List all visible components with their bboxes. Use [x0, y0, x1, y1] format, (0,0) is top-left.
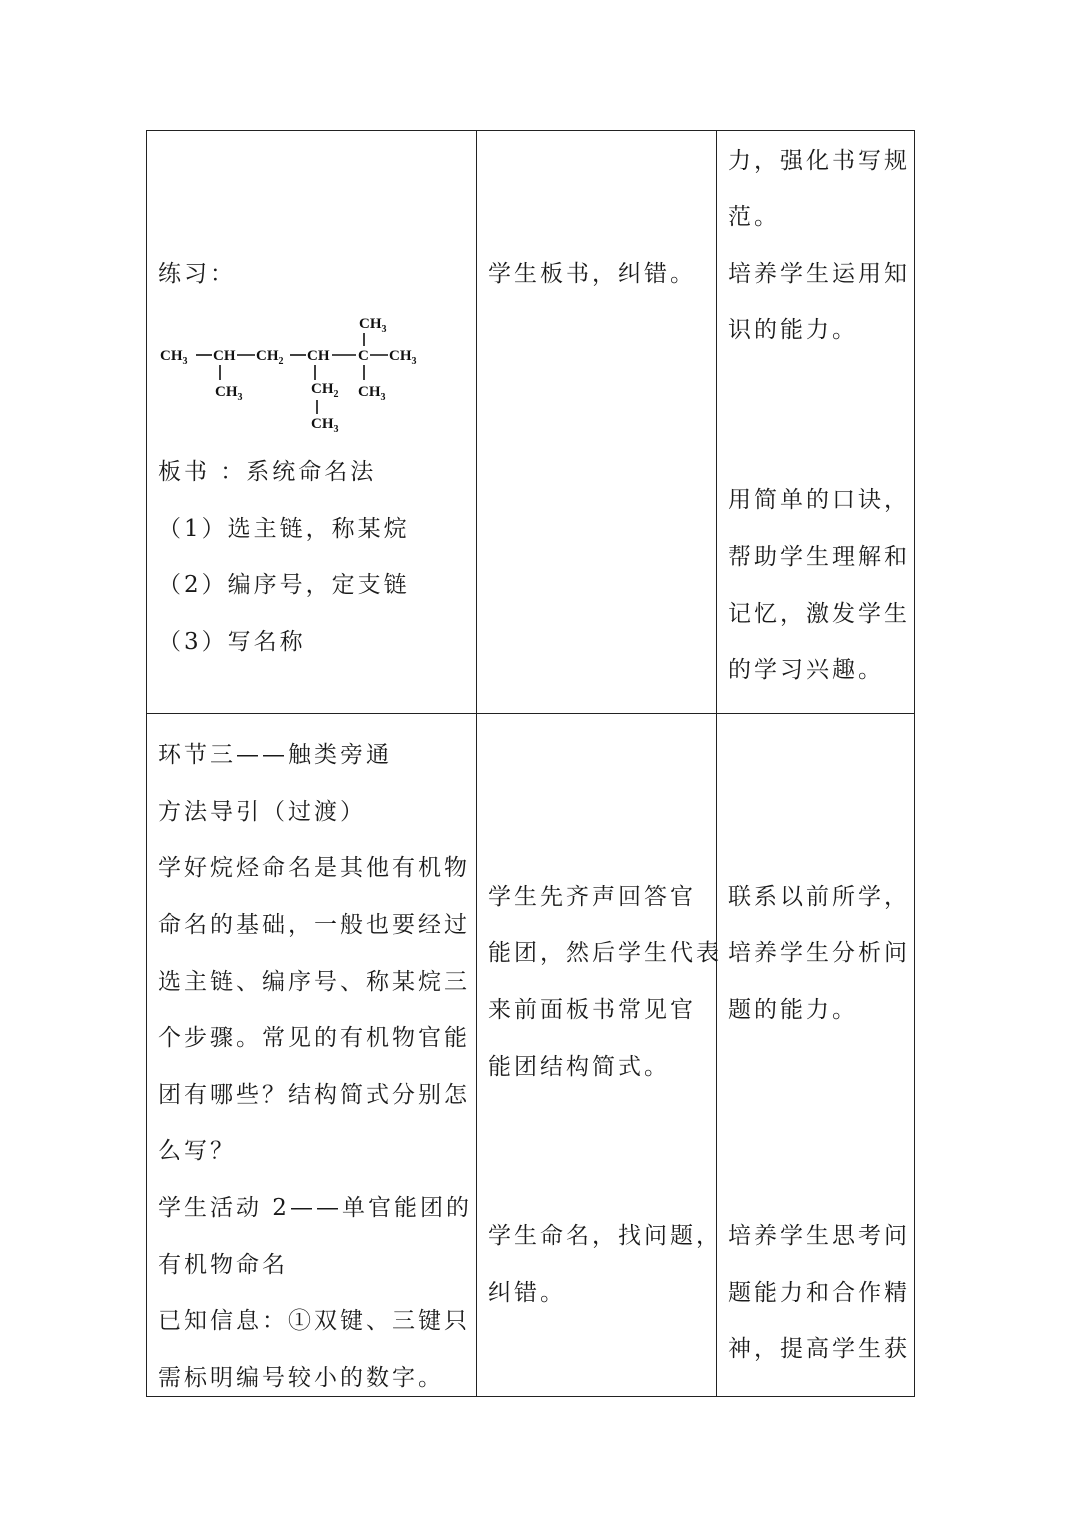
formula-branch-ch2: $CH_2$: [311, 381, 339, 400]
formula-main-chain: $CH_3$: [160, 348, 188, 367]
student-activity-line: 学生先齐声回答官: [488, 884, 696, 910]
student-activity: 学生板书，纠错。: [488, 261, 696, 287]
formula-top-branch: $CH_3$: [359, 316, 387, 335]
teacher-activity-line: 已知信息：①双键、三键只: [158, 1308, 470, 1334]
teacher-activity-line: 么写？: [158, 1138, 236, 1164]
column-divider-2: [716, 131, 717, 1396]
teacher-activity-line: 团有哪些？结构简式分别怎: [158, 1082, 470, 1108]
step-3: （3）写名称: [158, 629, 306, 655]
step-2: （2）编序号，定支链: [158, 572, 410, 598]
design-intent-line: 用简单的口诀，: [728, 487, 910, 513]
design-intent-line: 培养学生运用知: [728, 261, 910, 287]
teacher-activity-line: 方法导引（过渡）: [158, 799, 366, 825]
student-activity-line: 学生命名，找问题，: [488, 1223, 722, 1249]
teacher-activity-line: 命名的基础，一般也要经过: [158, 912, 470, 938]
design-intent-line: 的学习兴趣。: [728, 657, 884, 683]
teacher-activity-line: 环节三——触类旁通: [158, 742, 392, 768]
design-intent-line: 记忆，激发学生: [728, 601, 910, 627]
design-intent-line: 帮助学生理解和: [728, 544, 910, 570]
student-activity-line: 纠错。: [488, 1280, 566, 1306]
design-intent-line: 力，强化书写规: [728, 148, 910, 174]
teacher-activity-line: 学生活动 2——单官能团的: [158, 1195, 472, 1221]
teacher-activity-line: 有机物命名: [158, 1252, 288, 1278]
design-intent-line: 神，提高学生获: [728, 1336, 910, 1362]
student-activity-line: 能团结构简式。: [488, 1054, 670, 1080]
formula-ch3-end: $CH_3$: [389, 348, 417, 367]
design-intent-line: 联系以前所学，: [728, 884, 910, 910]
design-intent-line: 范。: [728, 204, 780, 230]
design-intent-line: 识的能力。: [728, 317, 858, 343]
formula-ch2: $CH_2$: [256, 348, 284, 367]
design-intent-line: 题能力和合作精: [728, 1280, 910, 1306]
formula-ch-2: CH: [307, 348, 330, 364]
teacher-activity-line: 个步骤。常见的有机物官能: [158, 1025, 470, 1051]
formula-c: C: [358, 348, 369, 364]
formula-ch-1: CH: [213, 348, 236, 364]
board-title: 板书 ：系统命名法: [158, 459, 377, 485]
column-divider-1: [476, 131, 477, 1396]
formula-branch-ch3-2: $CH_3$: [311, 416, 339, 435]
teacher-activity-line: 选主链、编序号、称某烷三: [158, 969, 470, 995]
student-activity-line: 来前面板书常见官: [488, 997, 696, 1023]
design-intent-line: 培养学生分析问: [728, 940, 910, 966]
formula-branch-ch3-3: $CH_3$: [358, 384, 386, 403]
student-activity-line: 能团，然后学生代表: [488, 940, 722, 966]
formula-branch-ch3: $CH_3$: [215, 384, 243, 403]
row-divider: [147, 713, 914, 714]
teacher-activity-line: 学好烷烃命名是其他有机物: [158, 855, 470, 881]
exercise-label: 练习：: [158, 261, 236, 287]
step-1: （1）选主链，称某烷: [158, 516, 410, 542]
teacher-activity-line: 需标明编号较小的数字。: [158, 1365, 444, 1391]
design-intent-line: 题的能力。: [728, 997, 858, 1023]
design-intent-line: 培养学生思考问: [728, 1223, 910, 1249]
structural-formula: [160, 308, 430, 438]
